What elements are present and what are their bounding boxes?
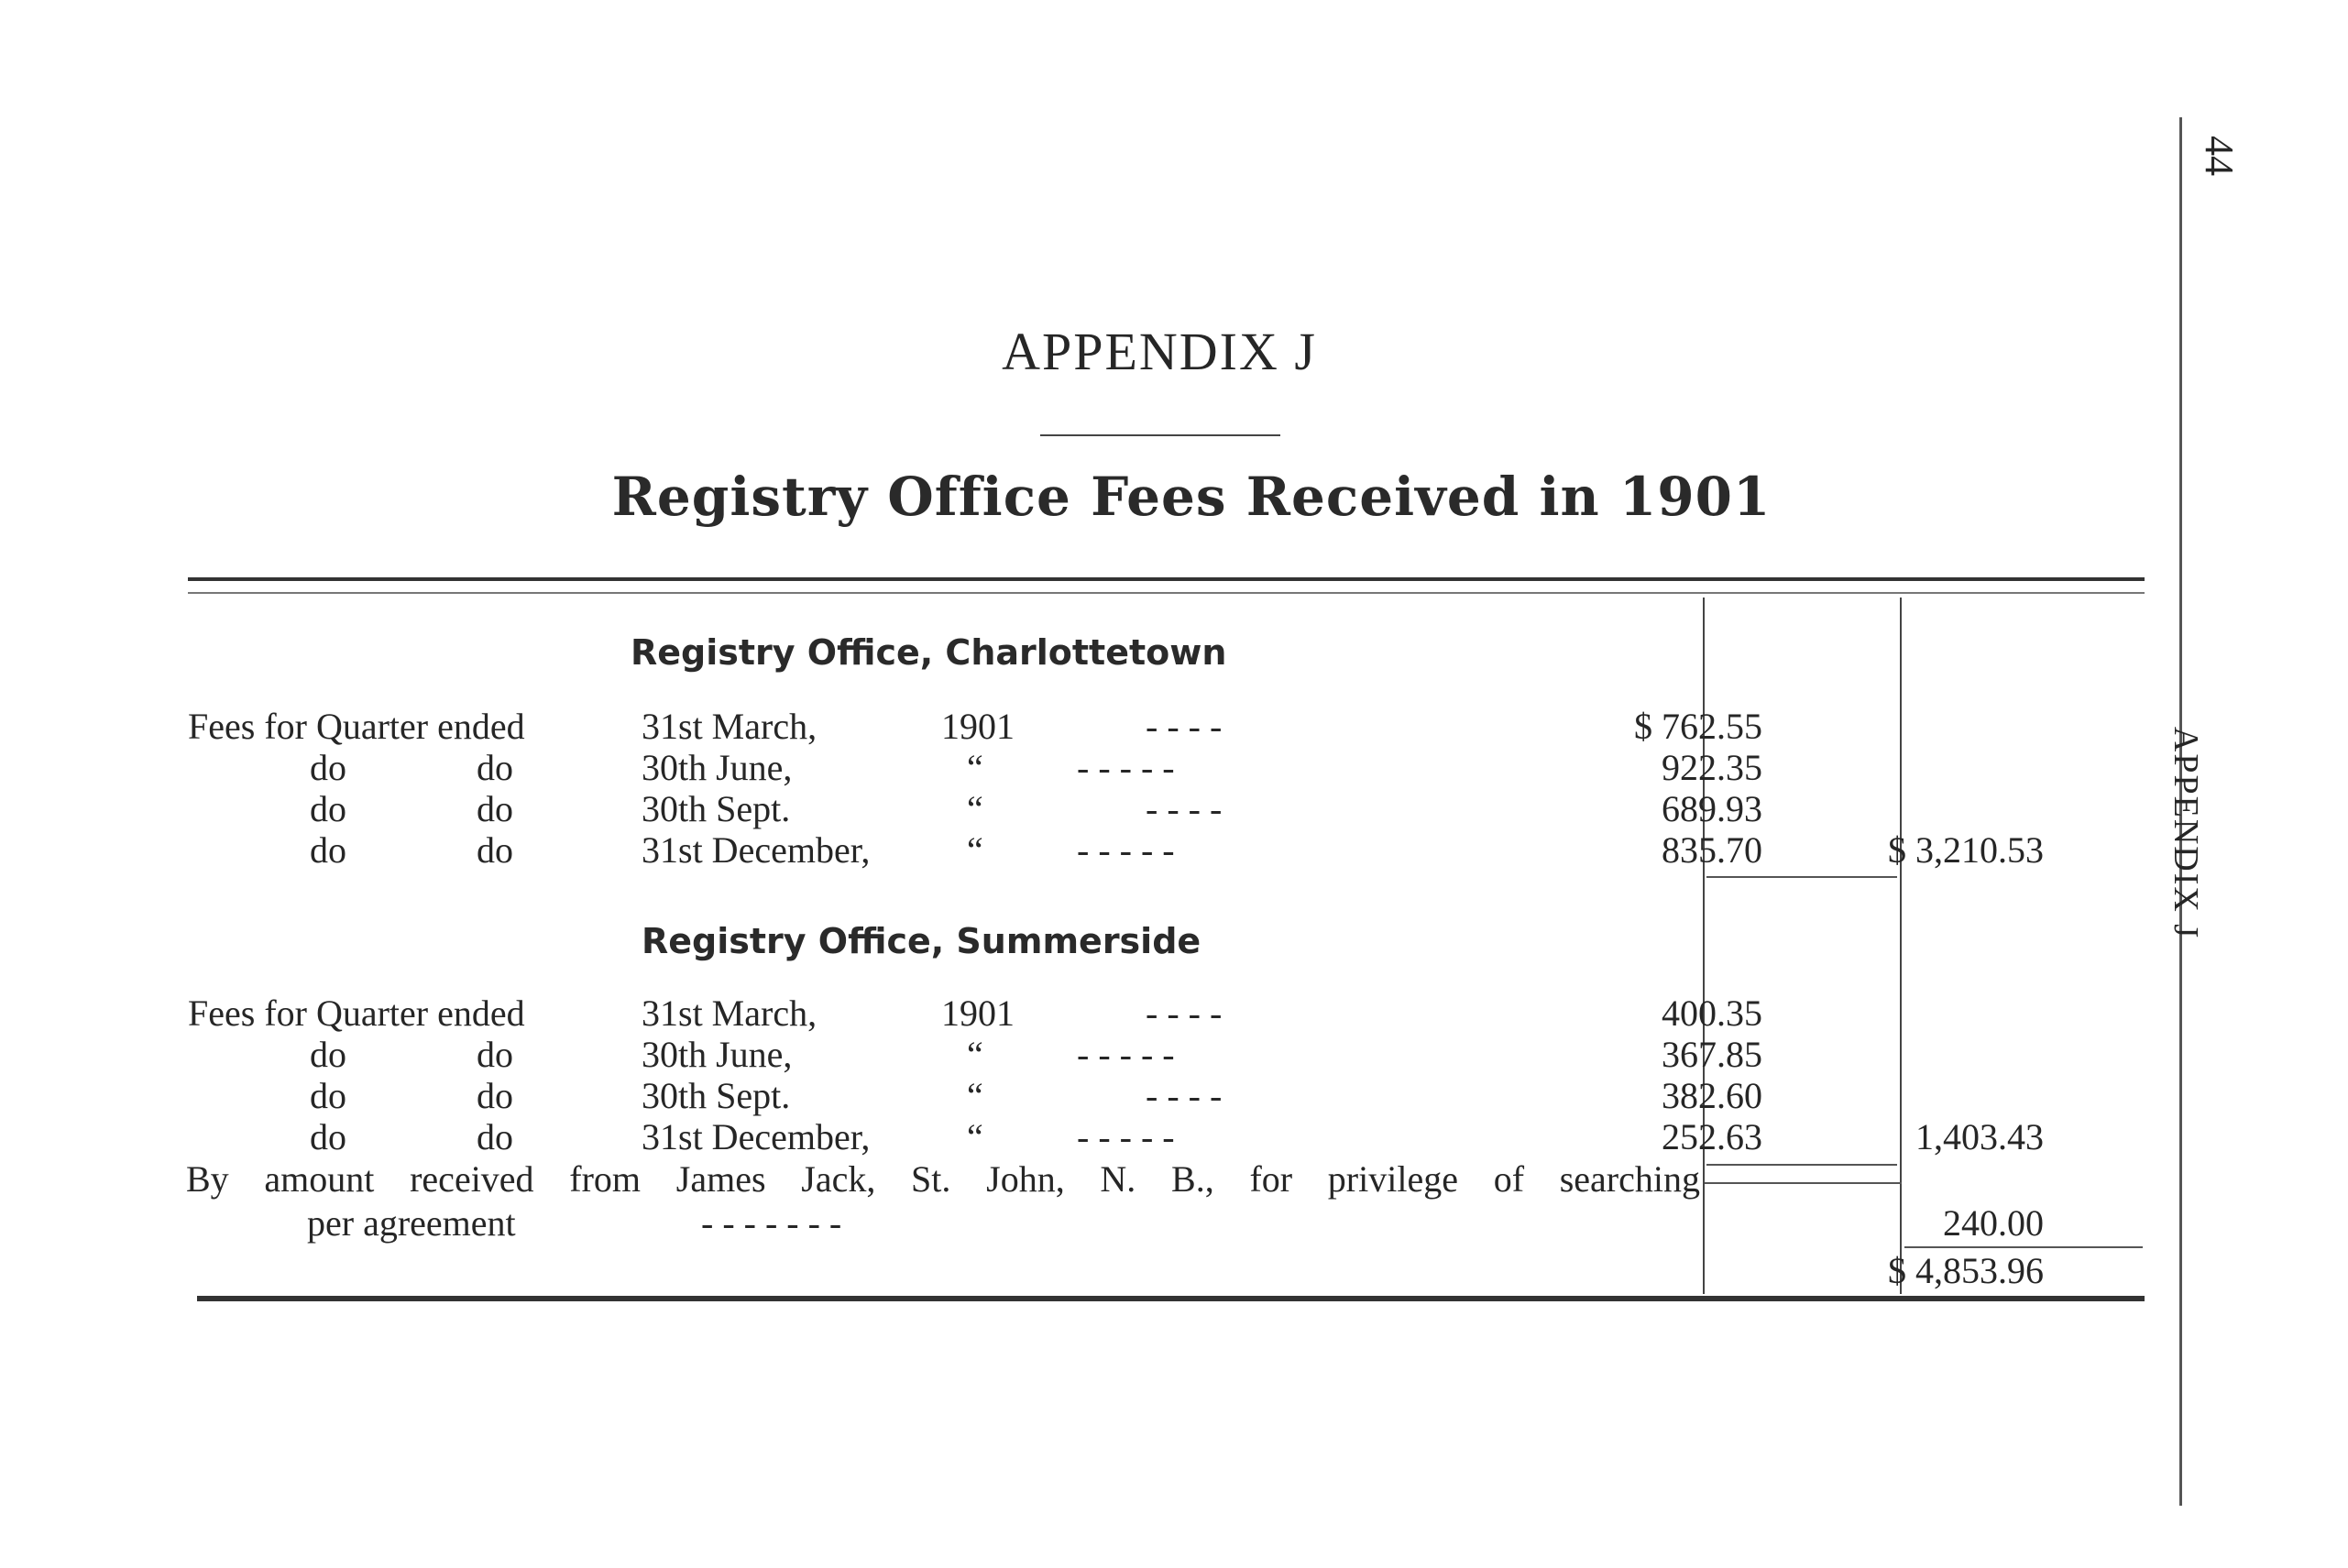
leader-dashes: - - - - - xyxy=(1077,1034,1175,1075)
row-amount: $ 762.55 xyxy=(1634,706,1762,747)
ditto-mark: “ xyxy=(967,747,983,788)
row-date: 30th Sept. xyxy=(642,1075,791,1116)
ditto-do: do xyxy=(477,1116,513,1157)
ditto-do: do xyxy=(477,1034,513,1075)
word: searching xyxy=(1559,1158,1700,1200)
word: Jack, xyxy=(801,1158,876,1200)
section-total: 240.00 xyxy=(1943,1202,2044,1244)
ditto-do: do xyxy=(310,1075,346,1116)
ditto-do: do xyxy=(477,747,513,788)
section-total: 1,403.43 xyxy=(1915,1116,2044,1157)
charlottetown-heading: Registry Office, Charlottetown xyxy=(631,632,1227,673)
table-top-rule xyxy=(188,577,2145,581)
ditto-do: do xyxy=(477,1075,513,1116)
grand-total-row xyxy=(0,1250,2200,1292)
ditto-do: do xyxy=(310,1034,346,1075)
row-date: 30th Sept. xyxy=(642,788,791,829)
row-amount: 922.35 xyxy=(1662,747,1762,788)
word: of xyxy=(1493,1158,1525,1200)
table-top-rule-thin xyxy=(188,592,2145,594)
table-row xyxy=(0,829,2200,872)
leader-dashes: - - - - - xyxy=(1077,747,1175,788)
row-amount: 367.85 xyxy=(1662,1034,1762,1075)
row-date: 31st March, xyxy=(642,706,817,747)
appendix-title: APPENDIX J xyxy=(1002,322,1317,381)
ditto-do: do xyxy=(310,788,346,829)
ditto-mark: “ xyxy=(967,1075,983,1116)
row-year: 1901 xyxy=(941,992,1015,1034)
table-bottom-rule xyxy=(197,1296,2145,1301)
ditto-mark: “ xyxy=(967,1116,983,1157)
row-date: 31st December, xyxy=(642,1116,871,1157)
james-jack-line xyxy=(186,1157,1700,1202)
row-label: Fees for Quarter ended xyxy=(188,706,525,747)
ditto-do: do xyxy=(310,747,346,788)
summerside-heading: Registry Office, Summerside xyxy=(642,921,1201,961)
section-total: $ 3,210.53 xyxy=(1888,829,2044,871)
table-row xyxy=(0,1202,2200,1245)
table-row xyxy=(0,1075,2200,1117)
row-amount: 835.70 xyxy=(1662,829,1762,871)
word: B., xyxy=(1171,1158,1214,1200)
leader-dashes: - - - - - - - xyxy=(701,1202,842,1244)
leader-dashes: - - - - - xyxy=(1077,829,1175,871)
ditto-do: do xyxy=(477,788,513,829)
table-row xyxy=(0,747,2200,789)
table-row xyxy=(0,992,2200,1035)
row-year: 1901 xyxy=(941,706,1015,747)
ditto-mark: “ xyxy=(967,788,983,829)
row-date: 31st December, xyxy=(642,829,871,871)
row-amount: 689.93 xyxy=(1662,788,1762,829)
word: from xyxy=(569,1158,642,1200)
word: By xyxy=(186,1158,229,1200)
leader-dashes: - - - - - xyxy=(1077,1116,1175,1157)
word: John, xyxy=(986,1158,1065,1200)
table-row xyxy=(0,1116,2200,1158)
ditto-do: do xyxy=(310,829,346,871)
row-amount: 400.35 xyxy=(1662,992,1762,1034)
grand-total-rule xyxy=(1904,1246,2143,1248)
word: St. xyxy=(911,1158,951,1200)
row-amount: 382.60 xyxy=(1662,1075,1762,1116)
word: N. xyxy=(1100,1158,1136,1200)
side-appendix-label: APPENDIX J xyxy=(2167,726,2205,940)
leader-dashes: - - - - xyxy=(1146,788,1223,829)
ditto-mark: “ xyxy=(967,829,983,871)
word: for xyxy=(1249,1158,1293,1200)
leader-dashes: - - - - xyxy=(1146,1075,1223,1116)
row-date: 31st March, xyxy=(642,992,817,1034)
row-label: per agreement xyxy=(307,1202,516,1244)
main-title: Registry Office Fees Received in 1901 xyxy=(611,466,1772,528)
word: privilege xyxy=(1327,1158,1458,1200)
total-column-left-rule xyxy=(1900,598,1902,1294)
page-number: 44 xyxy=(2197,136,2242,176)
entry-rule xyxy=(1705,1182,1902,1184)
ditto-mark: “ xyxy=(967,1034,983,1075)
table-row xyxy=(0,706,2200,748)
grand-total: $ 4,853.96 xyxy=(1888,1250,2044,1291)
word: received xyxy=(410,1158,534,1200)
subtotal-rule xyxy=(1706,1164,1897,1166)
row-amount: 252.63 xyxy=(1662,1116,1762,1157)
ditto-do: do xyxy=(310,1116,346,1157)
subtotal-rule xyxy=(1706,876,1897,878)
word: amount xyxy=(264,1158,375,1200)
leader-dashes: - - - - xyxy=(1146,992,1223,1034)
title-divider xyxy=(1040,434,1280,436)
table-row xyxy=(0,788,2200,830)
amount-column-left-rule xyxy=(1703,598,1705,1294)
ditto-do: do xyxy=(477,829,513,871)
row-date: 30th June, xyxy=(642,747,793,788)
row-label: Fees for Quarter ended xyxy=(188,992,525,1034)
leader-dashes: - - - - xyxy=(1146,706,1223,747)
word: James xyxy=(675,1158,766,1200)
table-row xyxy=(0,1034,2200,1076)
row-date: 30th June, xyxy=(642,1034,793,1075)
